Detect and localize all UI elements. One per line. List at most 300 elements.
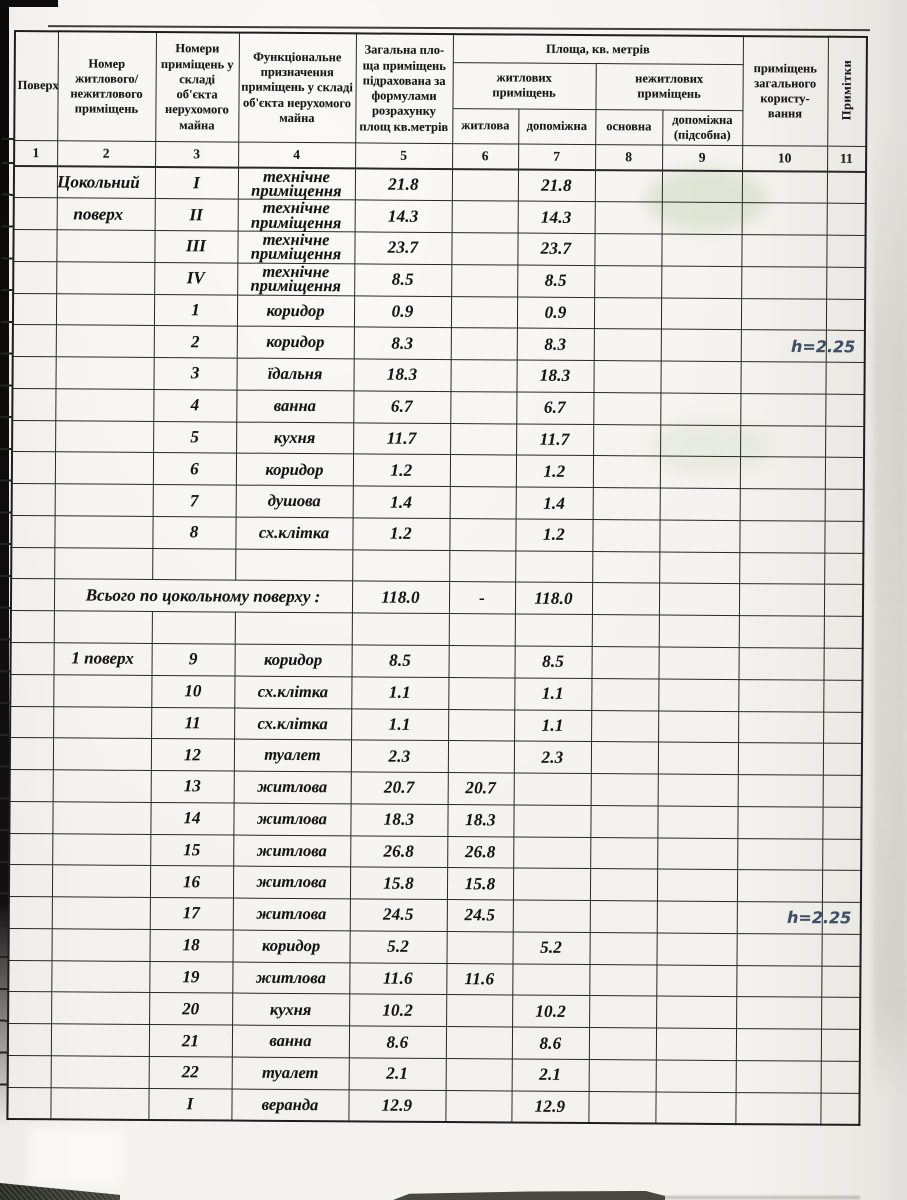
- total-area-cell: 8.6: [349, 1026, 446, 1058]
- notes-cell: [820, 1093, 859, 1125]
- room-number-cell: 14: [150, 802, 233, 834]
- room-number-cell: 1: [154, 294, 237, 326]
- total-area-cell: 8.5: [354, 264, 451, 296]
- notes-cell: [827, 203, 866, 235]
- common-area-cell: [741, 235, 826, 267]
- aux-nonres-cell: [658, 679, 738, 711]
- floor-col-cell: [11, 579, 54, 611]
- living-area-cell: [446, 1027, 512, 1059]
- aux-nonres-cell: [659, 615, 739, 647]
- total-area-cell: 18.3: [353, 359, 450, 391]
- floor-col-cell: [13, 325, 56, 357]
- auxiliary-area-cell: 14.3: [518, 201, 595, 233]
- col-num: 7: [518, 144, 595, 170]
- living-area-cell: [448, 741, 514, 773]
- col-num: 4: [238, 142, 355, 168]
- floor-col-cell: [10, 770, 53, 802]
- common-area-cell: [737, 838, 822, 870]
- room-number-cell: 19: [149, 961, 232, 993]
- living-area-cell: [451, 328, 517, 360]
- common-area-cell: [740, 425, 825, 457]
- main-nonres-cell: [591, 647, 658, 679]
- room-number-cell: 10: [151, 675, 234, 707]
- main-nonres-cell: [590, 837, 657, 869]
- main-nonres-cell: [595, 170, 662, 202]
- scan-artifact-bottom-streak: [393, 1191, 665, 1200]
- header-living: житлова: [452, 108, 518, 144]
- living-area-cell: [451, 296, 517, 328]
- col-num: 9: [662, 145, 742, 171]
- room-number-cell: I: [155, 167, 238, 199]
- header-auxiliary-utility: допоміжна (підсобна): [662, 110, 742, 146]
- aux-nonres-cell: [656, 965, 736, 997]
- common-area-cell: [740, 393, 825, 425]
- aux-nonres-cell: [660, 456, 740, 488]
- total-area-cell: 1.1: [351, 708, 448, 740]
- col-num: 11: [827, 146, 866, 172]
- living-area-cell: [450, 360, 516, 392]
- header-nonresidential-group: нежитлових приміщень: [595, 63, 742, 110]
- main-nonres-cell: [588, 1091, 655, 1123]
- floor-label-cell: [52, 929, 150, 961]
- notes-cell: [824, 553, 863, 585]
- floor-label-cell: [53, 706, 151, 738]
- room-number-cell: 5: [153, 421, 236, 453]
- common-area-cell: [740, 457, 825, 489]
- main-nonres-cell: [595, 202, 662, 234]
- total-area-cell: 15.8: [350, 867, 447, 899]
- aux-nonres-cell: [659, 552, 739, 584]
- room-name-cell: душова: [236, 485, 353, 518]
- aux-nonres-cell: [662, 171, 742, 203]
- room-name-cell: технічне приміщення: [237, 263, 354, 296]
- total-area-cell: 20.7: [351, 772, 448, 804]
- floor-col-cell: [8, 1024, 51, 1056]
- living-area-cell: [451, 233, 517, 265]
- total-area-cell: 0.9: [354, 295, 451, 327]
- aux-nonres-cell: [657, 838, 737, 870]
- auxiliary-area-cell: 8.5: [517, 265, 594, 297]
- col-num: 3: [155, 141, 238, 167]
- floor-col-cell: [10, 674, 53, 706]
- floor-col-cell: [11, 642, 54, 674]
- room-number-cell: 15: [150, 834, 233, 866]
- main-nonres-cell: [592, 583, 659, 615]
- total-area-cell: 1.4: [353, 486, 450, 518]
- total-area-cell: 23.7: [354, 232, 451, 264]
- room-number-cell: III: [154, 231, 237, 263]
- room-number-cell: [152, 548, 235, 580]
- auxiliary-area-cell: 11.7: [516, 424, 593, 456]
- room-number-cell: 22: [149, 1056, 232, 1088]
- common-area-cell: [736, 965, 821, 997]
- aux-nonres-cell: [660, 393, 740, 425]
- room-number-cell: IV: [154, 262, 237, 294]
- aux-nonres-cell: [658, 711, 738, 743]
- aux-nonres-cell: [657, 869, 737, 901]
- aux-nonres-cell: [656, 1060, 736, 1092]
- auxiliary-area-cell: [515, 551, 592, 583]
- room-name-cell: коридор: [234, 644, 351, 677]
- room-number-cell: 20: [149, 993, 232, 1025]
- notes-cell: [823, 712, 862, 744]
- room-number-cell: II: [155, 199, 238, 231]
- main-nonres-cell: [589, 996, 656, 1028]
- auxiliary-area-cell: [513, 837, 590, 869]
- col-num: 10: [742, 146, 827, 172]
- notes-cell: [821, 1029, 860, 1061]
- main-nonres-cell: [592, 519, 659, 551]
- floor-col-cell: [9, 897, 52, 929]
- total-area-cell: 1.1: [351, 677, 448, 709]
- notes-cell: [822, 871, 861, 903]
- notes-cell: [827, 172, 866, 204]
- floor-label-cell: [50, 1087, 148, 1119]
- common-area-cell: [736, 1061, 821, 1093]
- notes-cell: [823, 680, 862, 712]
- room-number-cell: [152, 612, 235, 644]
- auxiliary-area-cell: 10.2: [512, 995, 589, 1027]
- room-name-cell: сх.клітка: [234, 708, 351, 741]
- auxiliary-area-cell: 8.6: [512, 1027, 589, 1059]
- total-area-cell: 8.5: [351, 645, 448, 677]
- auxiliary-area-cell: 8.3: [517, 328, 594, 360]
- floor-col-cell: [12, 484, 55, 516]
- main-nonres-cell: [593, 392, 660, 424]
- common-area-cell: [741, 362, 826, 394]
- total-area-cell: 14.3: [355, 200, 452, 232]
- floor-label-cell: 1 поверх: [54, 643, 152, 675]
- common-area-cell: [741, 266, 826, 298]
- total-area-cell: [352, 613, 449, 645]
- col-num: 6: [452, 144, 518, 170]
- living-area-cell: [446, 931, 512, 963]
- auxiliary-area-cell: [512, 964, 589, 996]
- room-name-cell: кухня: [232, 993, 349, 1026]
- notes-cell: [823, 775, 862, 807]
- aux-nonres-cell: [659, 520, 739, 552]
- auxiliary-area-cell: [515, 614, 592, 646]
- floor-col-cell: [12, 388, 55, 420]
- aux-nonres-cell: [661, 298, 741, 330]
- living-area-cell: -: [449, 582, 515, 614]
- common-area-cell: [739, 552, 824, 584]
- floor-col-cell: [10, 706, 53, 738]
- main-nonres-cell: [594, 297, 661, 329]
- notes-cell: [821, 998, 860, 1030]
- total-area-cell: 118.0: [352, 581, 449, 613]
- floor-label-cell: [52, 833, 150, 865]
- floor-label-cell: Цокольний: [57, 166, 155, 198]
- auxiliary-area-cell: [513, 868, 590, 900]
- common-area-cell: [735, 1092, 820, 1124]
- living-area-cell: [448, 709, 514, 741]
- room-name-cell: туалет: [234, 739, 351, 772]
- room-number-cell: 3: [153, 358, 236, 390]
- floor-label-cell: [56, 230, 154, 262]
- room-number-cell: 6: [153, 453, 236, 485]
- living-area-cell: 11.6: [446, 963, 512, 995]
- floor-label-cell: [55, 357, 153, 389]
- header-main: основна: [595, 109, 662, 145]
- scan-artifact-row-stub: [2, 138, 14, 140]
- floor-col-cell: [12, 420, 55, 452]
- notes-cell: [824, 521, 863, 553]
- floor-label-cell: [52, 897, 150, 929]
- floor-label-cell: [55, 452, 153, 484]
- room-name-cell: технічне приміщення: [237, 231, 354, 264]
- header-room-numbers: Номери приміщень у складі об'єкта нерухомого майна: [155, 32, 239, 142]
- common-area-cell: [736, 1029, 821, 1061]
- room-number-cell: 16: [150, 866, 233, 898]
- floor-col-cell: [9, 928, 52, 960]
- floor-label-cell: [52, 865, 150, 897]
- room-number-cell: 7: [153, 485, 236, 517]
- aux-nonres-cell: [657, 901, 737, 933]
- room-number-cell: 9: [151, 643, 234, 675]
- floor-col-cell: [9, 865, 52, 897]
- living-area-cell: [450, 455, 516, 487]
- aux-nonres-cell: [659, 583, 739, 615]
- living-area-cell: 15.8: [447, 868, 513, 900]
- common-area-cell: [737, 806, 822, 838]
- total-area-cell: 11.6: [349, 963, 446, 995]
- living-area-cell: 26.8: [447, 836, 513, 868]
- floor-label-cell: [53, 738, 151, 770]
- notes-cell: [824, 585, 863, 617]
- floor-label-cell: [56, 325, 154, 357]
- notes-cell: [826, 235, 865, 267]
- floor-label-cell: [54, 547, 152, 579]
- notes-cell: [826, 267, 865, 299]
- main-nonres-cell: [589, 1059, 656, 1091]
- common-area-cell: [737, 933, 822, 965]
- header-functional-purpose: Функціональне призначення приміщень у складі об'єкта нерухомого майна: [238, 33, 356, 143]
- living-area-cell: [448, 677, 514, 709]
- floor-col-cell: [8, 1055, 51, 1087]
- aux-nonres-cell: [656, 996, 736, 1028]
- area-table-wrapper: [6, 30, 866, 1126]
- auxiliary-area-cell: 1.4: [516, 487, 593, 519]
- col-num: 2: [57, 141, 155, 167]
- main-nonres-cell: [590, 869, 657, 901]
- floor-label-cell: [54, 516, 152, 548]
- header-notes: Примітки: [827, 37, 867, 147]
- room-name-cell: [235, 612, 352, 645]
- main-nonres-cell: [591, 678, 658, 710]
- scan-artifact-bottom-left: [0, 1183, 120, 1200]
- aux-nonres-cell: [661, 266, 741, 298]
- floor-label-cell: [51, 992, 149, 1024]
- premises-area-table: [6, 30, 868, 1126]
- room-name-cell: коридор: [237, 295, 354, 328]
- living-area-cell: [450, 487, 516, 519]
- main-nonres-cell: [591, 710, 658, 742]
- living-area-cell: [450, 391, 516, 423]
- floor-label-cell: [51, 1056, 149, 1088]
- total-area-cell: 8.3: [354, 327, 451, 359]
- total-area-cell: 26.8: [350, 835, 447, 867]
- living-area-cell: [446, 995, 512, 1027]
- main-nonres-cell: [593, 456, 660, 488]
- floor-col-cell: [8, 960, 51, 992]
- scan-artifact-corner-light: [28, 1128, 123, 1186]
- floor-label-cell: [51, 960, 149, 992]
- auxiliary-area-cell: 2.1: [512, 1059, 589, 1091]
- auxiliary-area-cell: 8.5: [514, 646, 591, 678]
- total-area-cell: 1.2: [353, 454, 450, 486]
- total-area-cell: [352, 550, 449, 582]
- total-area-cell: 10.2: [349, 994, 446, 1026]
- aux-nonres-cell: [660, 361, 740, 393]
- common-area-cell: [736, 997, 821, 1029]
- living-area-cell: 20.7: [448, 773, 514, 805]
- floor-col-cell: [7, 1087, 50, 1119]
- main-nonres-cell: [593, 361, 660, 393]
- living-area-cell: [452, 201, 518, 233]
- room-name-cell: житлова: [233, 866, 350, 899]
- total-area-cell: 1.2: [352, 518, 449, 550]
- table-row: [7, 1087, 859, 1125]
- common-area-cell: [738, 711, 823, 743]
- notes-cell: [822, 934, 861, 966]
- height-note: h=2.25: [787, 908, 852, 928]
- main-nonres-cell: [593, 488, 660, 520]
- header-floor: Поверх: [14, 31, 58, 141]
- auxiliary-area-cell: 1.2: [515, 519, 592, 551]
- room-number-cell: 18: [150, 929, 233, 961]
- room-number-cell: 12: [151, 739, 234, 771]
- common-area-cell: [737, 902, 852, 934]
- common-area-cell: [739, 520, 824, 552]
- auxiliary-area-cell: 21.8: [518, 170, 595, 202]
- room-name-cell: житлова: [233, 898, 350, 931]
- aux-nonres-cell: [658, 774, 738, 806]
- notes-cell: [825, 458, 864, 490]
- notes-cell: [822, 807, 861, 839]
- room-number-cell: 13: [151, 771, 234, 803]
- room-name-cell: житлова: [233, 835, 350, 868]
- scan-artifact-bottom-faint: [660, 1196, 860, 1199]
- floor-col-cell: [12, 357, 55, 389]
- auxiliary-area-cell: 6.7: [516, 392, 593, 424]
- main-nonres-cell: [594, 329, 661, 361]
- common-area-cell: [739, 616, 824, 648]
- floor-col-cell: [13, 230, 56, 262]
- auxiliary-area-cell: [513, 900, 590, 932]
- floor-label-cell: [51, 1024, 149, 1056]
- room-name-cell: технічне приміщення: [238, 168, 355, 201]
- common-area-cell: [738, 679, 823, 711]
- total-area-cell: 2.1: [349, 1058, 446, 1090]
- total-label-cell: Всього по цокольному поверху :: [54, 579, 352, 613]
- header-auxiliary: допоміжна: [518, 109, 595, 145]
- scan-artifact-top-bar: [0, 0, 58, 7]
- notes-cell: [826, 362, 865, 394]
- auxiliary-area-cell: 5.2: [512, 932, 589, 964]
- aux-nonres-cell: [661, 234, 741, 266]
- floor-col-cell: [10, 738, 53, 770]
- scan-artifact-right-shade: [873, 120, 907, 1100]
- floor-col-cell: [9, 801, 52, 833]
- header-residential-group: житлових приміщень: [452, 62, 595, 109]
- room-name-cell: житлова: [232, 962, 349, 995]
- floor-col-cell: [9, 833, 52, 865]
- aux-nonres-cell: [662, 202, 742, 234]
- main-nonres-cell: [590, 805, 657, 837]
- total-area-cell: 6.7: [353, 391, 450, 423]
- floor-col-cell: [13, 261, 56, 293]
- living-area-cell: [451, 264, 517, 296]
- room-name-cell: ванна: [232, 1025, 349, 1058]
- room-name-cell: сх.клітка: [234, 676, 351, 709]
- floor-label-cell: [55, 420, 153, 452]
- notes-cell: [822, 839, 861, 871]
- floor-label-cell: [55, 389, 153, 421]
- floor-col-cell: [11, 611, 54, 643]
- auxiliary-area-cell: 12.9: [511, 1091, 588, 1123]
- auxiliary-area-cell: 18.3: [516, 360, 593, 392]
- auxiliary-area-cell: 1.2: [516, 455, 593, 487]
- room-name-cell: коридор: [233, 930, 350, 963]
- living-area-cell: [445, 1090, 511, 1122]
- header-total-area: Загальна пло-ща приміщень підрахована за формулами розрахунку площ кв.метрів: [355, 33, 453, 143]
- living-area-cell: [449, 518, 515, 550]
- auxiliary-area-cell: 0.9: [517, 297, 594, 329]
- total-area-cell: 18.3: [350, 804, 447, 836]
- room-name-cell: житлова: [233, 803, 350, 836]
- room-name-cell: сх.клітка: [235, 517, 352, 550]
- living-area-cell: 24.5: [447, 900, 513, 932]
- living-area-cell: [452, 169, 518, 201]
- aux-nonres-cell: [655, 1092, 735, 1124]
- total-area-cell: 24.5: [350, 899, 447, 931]
- room-name-cell: кухня: [236, 422, 353, 455]
- col-num: 5: [355, 143, 452, 169]
- main-nonres-cell: [594, 234, 661, 266]
- common-area-cell: [742, 171, 827, 203]
- common-area-cell: [738, 743, 823, 775]
- living-area-cell: [449, 614, 515, 646]
- floor-col-cell: [11, 515, 54, 547]
- auxiliary-area-cell: [514, 773, 591, 805]
- main-nonres-cell: [591, 774, 658, 806]
- notes-cell: [821, 1061, 860, 1093]
- floor-label-cell: [56, 262, 154, 294]
- auxiliary-area-cell: 1.1: [514, 678, 591, 710]
- auxiliary-area-cell: 1.1: [514, 710, 591, 742]
- notes-cell: [824, 648, 863, 680]
- total-area-cell: 12.9: [348, 1090, 445, 1122]
- total-area-cell: 11.7: [353, 423, 450, 455]
- room-name-cell: ванна: [236, 390, 353, 423]
- room-number-cell: 4: [153, 389, 236, 421]
- room-number-cell: 8: [152, 516, 235, 548]
- auxiliary-area-cell: 118.0: [515, 582, 592, 614]
- notes-cell: [825, 394, 864, 426]
- notes-cell: [825, 426, 864, 458]
- aux-nonres-cell: [658, 742, 738, 774]
- living-area-cell: [446, 1058, 512, 1090]
- floor-label-cell: [56, 293, 154, 325]
- floor-col-cell: [12, 452, 55, 484]
- main-nonres-cell: [592, 615, 659, 647]
- total-area-cell: 5.2: [349, 931, 446, 963]
- living-area-cell: [449, 550, 515, 582]
- header-common-premises: приміщень загального користу- вання: [742, 36, 828, 146]
- notes-cell: [825, 489, 864, 521]
- common-area-cell: [741, 298, 826, 330]
